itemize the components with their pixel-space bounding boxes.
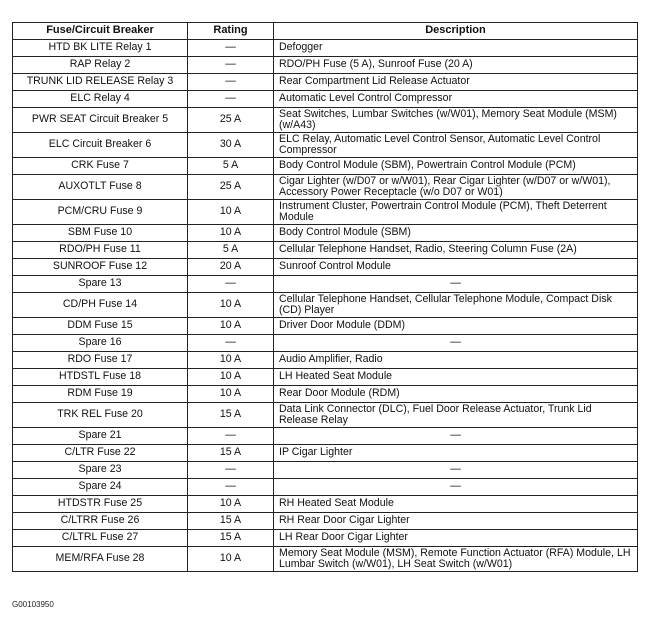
table-row bbox=[13, 369, 638, 386]
table-row bbox=[13, 428, 638, 445]
table-row bbox=[13, 175, 638, 200]
table-row bbox=[13, 496, 638, 513]
rating-value: — bbox=[188, 276, 274, 293]
description-text: RH Rear Door Cigar Lighter bbox=[274, 513, 638, 530]
breaker-name: HTDSTL Fuse 18 bbox=[13, 369, 188, 386]
breaker-name: MEM/RFA Fuse 28 bbox=[13, 547, 188, 572]
breaker-name: C/LTR Fuse 22 bbox=[13, 445, 188, 462]
rating-value: 10 A bbox=[188, 386, 274, 403]
header-row bbox=[13, 23, 638, 40]
table-row bbox=[13, 352, 638, 369]
rating-value: 15 A bbox=[188, 403, 274, 428]
description-text: IP Cigar Lighter bbox=[274, 445, 638, 462]
breaker-name: HTDSTR Fuse 25 bbox=[13, 496, 188, 513]
table-row bbox=[13, 133, 638, 158]
rating-value: 15 A bbox=[188, 530, 274, 547]
table-row bbox=[13, 335, 638, 352]
breaker-name: RAP Relay 2 bbox=[13, 57, 188, 74]
description-text: Cellular Telephone Handset, Radio, Steering Column Fuse (2A) bbox=[274, 242, 638, 259]
breaker-name: HTD BK LITE Relay 1 bbox=[13, 40, 188, 57]
description-text: Seat Switches, Lumbar Switches (w/W01), Memory Seat Module (MSM) (w/A43) bbox=[274, 108, 638, 133]
table-row bbox=[13, 225, 638, 242]
description-text: Memory Seat Module (MSM), Remote Function Actuator (RFA) Module, LH Lumbar Switch (w/W01), LH Seat Switch (w/W01) bbox=[274, 547, 638, 572]
description-text: — bbox=[274, 335, 638, 352]
rating-value: 10 A bbox=[188, 293, 274, 318]
description-text: — bbox=[274, 276, 638, 293]
table-header bbox=[13, 23, 638, 40]
table-row bbox=[13, 74, 638, 91]
breaker-name: Spare 13 bbox=[13, 276, 188, 293]
figure-id-caption: G00103950 bbox=[12, 600, 54, 609]
rating-value: — bbox=[188, 57, 274, 74]
fuse-table bbox=[12, 22, 638, 572]
description-text: Rear Door Module (RDM) bbox=[274, 386, 638, 403]
breaker-name: Spare 24 bbox=[13, 479, 188, 496]
breaker-name: TRUNK LID RELEASE Relay 3 bbox=[13, 74, 188, 91]
rating-value: 5 A bbox=[188, 242, 274, 259]
table-row bbox=[13, 318, 638, 335]
description-text: Cellular Telephone Handset, Cellular Telephone Module, Compact Disk (CD) Player bbox=[274, 293, 638, 318]
rating-value: — bbox=[188, 74, 274, 91]
description-text: ELC Relay, Automatic Level Control Sensor, Automatic Level Control Compressor bbox=[274, 133, 638, 158]
description-text: — bbox=[274, 462, 638, 479]
description-text: RDO/PH Fuse (5 A), Sunroof Fuse (20 A) bbox=[274, 57, 638, 74]
breaker-name: ELC Relay 4 bbox=[13, 91, 188, 108]
breaker-name: C/LTRR Fuse 26 bbox=[13, 513, 188, 530]
breaker-name: SBM Fuse 10 bbox=[13, 225, 188, 242]
description-text: Rear Compartment Lid Release Actuator bbox=[274, 74, 638, 91]
table-row bbox=[13, 259, 638, 276]
header-breaker: Fuse/Circuit Breaker bbox=[13, 23, 188, 40]
table-row bbox=[13, 513, 638, 530]
table-row bbox=[13, 479, 638, 496]
rating-value: 10 A bbox=[188, 369, 274, 386]
breaker-name: Spare 23 bbox=[13, 462, 188, 479]
description-text: Body Control Module (SBM) bbox=[274, 225, 638, 242]
rating-value: 15 A bbox=[188, 513, 274, 530]
table-row bbox=[13, 530, 638, 547]
rating-value: 30 A bbox=[188, 133, 274, 158]
header-rating: Rating bbox=[188, 23, 274, 40]
breaker-name: RDO/PH Fuse 11 bbox=[13, 242, 188, 259]
breaker-name: PCM/CRU Fuse 9 bbox=[13, 200, 188, 225]
table-row bbox=[13, 403, 638, 428]
rating-value: 25 A bbox=[188, 175, 274, 200]
breaker-name: Spare 21 bbox=[13, 428, 188, 445]
description-text: Data Link Connector (DLC), Fuel Door Release Actuator, Trunk Lid Release Relay bbox=[274, 403, 638, 428]
table-row bbox=[13, 108, 638, 133]
breaker-name: TRK REL Fuse 20 bbox=[13, 403, 188, 428]
rating-value: 10 A bbox=[188, 547, 274, 572]
breaker-name: Spare 16 bbox=[13, 335, 188, 352]
breaker-name: CRK Fuse 7 bbox=[13, 158, 188, 175]
table-row bbox=[13, 293, 638, 318]
table-row bbox=[13, 158, 638, 175]
table-row bbox=[13, 40, 638, 57]
rating-value: 15 A bbox=[188, 445, 274, 462]
rating-value: 10 A bbox=[188, 225, 274, 242]
breaker-name: AUXOTLT Fuse 8 bbox=[13, 175, 188, 200]
table-row bbox=[13, 57, 638, 74]
description-text: Instrument Cluster, Powertrain Control Module (PCM), Theft Deterrent Module bbox=[274, 200, 638, 225]
table-row bbox=[13, 200, 638, 225]
table-row bbox=[13, 445, 638, 462]
rating-value: 10 A bbox=[188, 318, 274, 335]
rating-value: — bbox=[188, 479, 274, 496]
description-text: LH Rear Door Cigar Lighter bbox=[274, 530, 638, 547]
description-text: Body Control Module (SBM), Powertrain Control Module (PCM) bbox=[274, 158, 638, 175]
breaker-name: PWR SEAT Circuit Breaker 5 bbox=[13, 108, 188, 133]
breaker-name: RDM Fuse 19 bbox=[13, 386, 188, 403]
rating-value: 10 A bbox=[188, 496, 274, 513]
description-text: RH Heated Seat Module bbox=[274, 496, 638, 513]
rating-value: — bbox=[188, 335, 274, 352]
description-text: Automatic Level Control Compressor bbox=[274, 91, 638, 108]
description-text: Sunroof Control Module bbox=[274, 259, 638, 276]
table-row bbox=[13, 547, 638, 572]
description-text: Cigar Lighter (w/D07 or w/W01), Rear Cigar Lighter (w/D07 or w/W01), Accessory Power Receptacle (w/o D07 or W01) bbox=[274, 175, 638, 200]
description-text: LH Heated Seat Module bbox=[274, 369, 638, 386]
header-description: Description bbox=[274, 23, 638, 40]
rating-value: 20 A bbox=[188, 259, 274, 276]
breaker-name: SUNROOF Fuse 12 bbox=[13, 259, 188, 276]
description-text: Driver Door Module (DDM) bbox=[274, 318, 638, 335]
rating-value: 5 A bbox=[188, 158, 274, 175]
table-row bbox=[13, 242, 638, 259]
rating-value: — bbox=[188, 428, 274, 445]
description-text: — bbox=[274, 479, 638, 496]
table-row bbox=[13, 91, 638, 108]
rating-value: — bbox=[188, 462, 274, 479]
rating-value: 10 A bbox=[188, 200, 274, 225]
breaker-name: C/LTRL Fuse 27 bbox=[13, 530, 188, 547]
rating-value: — bbox=[188, 40, 274, 57]
breaker-name: RDO Fuse 17 bbox=[13, 352, 188, 369]
table-row bbox=[13, 462, 638, 479]
description-text: — bbox=[274, 428, 638, 445]
breaker-name: DDM Fuse 15 bbox=[13, 318, 188, 335]
description-text: Audio Amplifier, Radio bbox=[274, 352, 638, 369]
rating-value: 25 A bbox=[188, 108, 274, 133]
table-row bbox=[13, 276, 638, 293]
table-row bbox=[13, 386, 638, 403]
rating-value: — bbox=[188, 91, 274, 108]
rating-value: 10 A bbox=[188, 352, 274, 369]
breaker-name: ELC Circuit Breaker 6 bbox=[13, 133, 188, 158]
description-text: Defogger bbox=[274, 40, 638, 57]
breaker-name: CD/PH Fuse 14 bbox=[13, 293, 188, 318]
